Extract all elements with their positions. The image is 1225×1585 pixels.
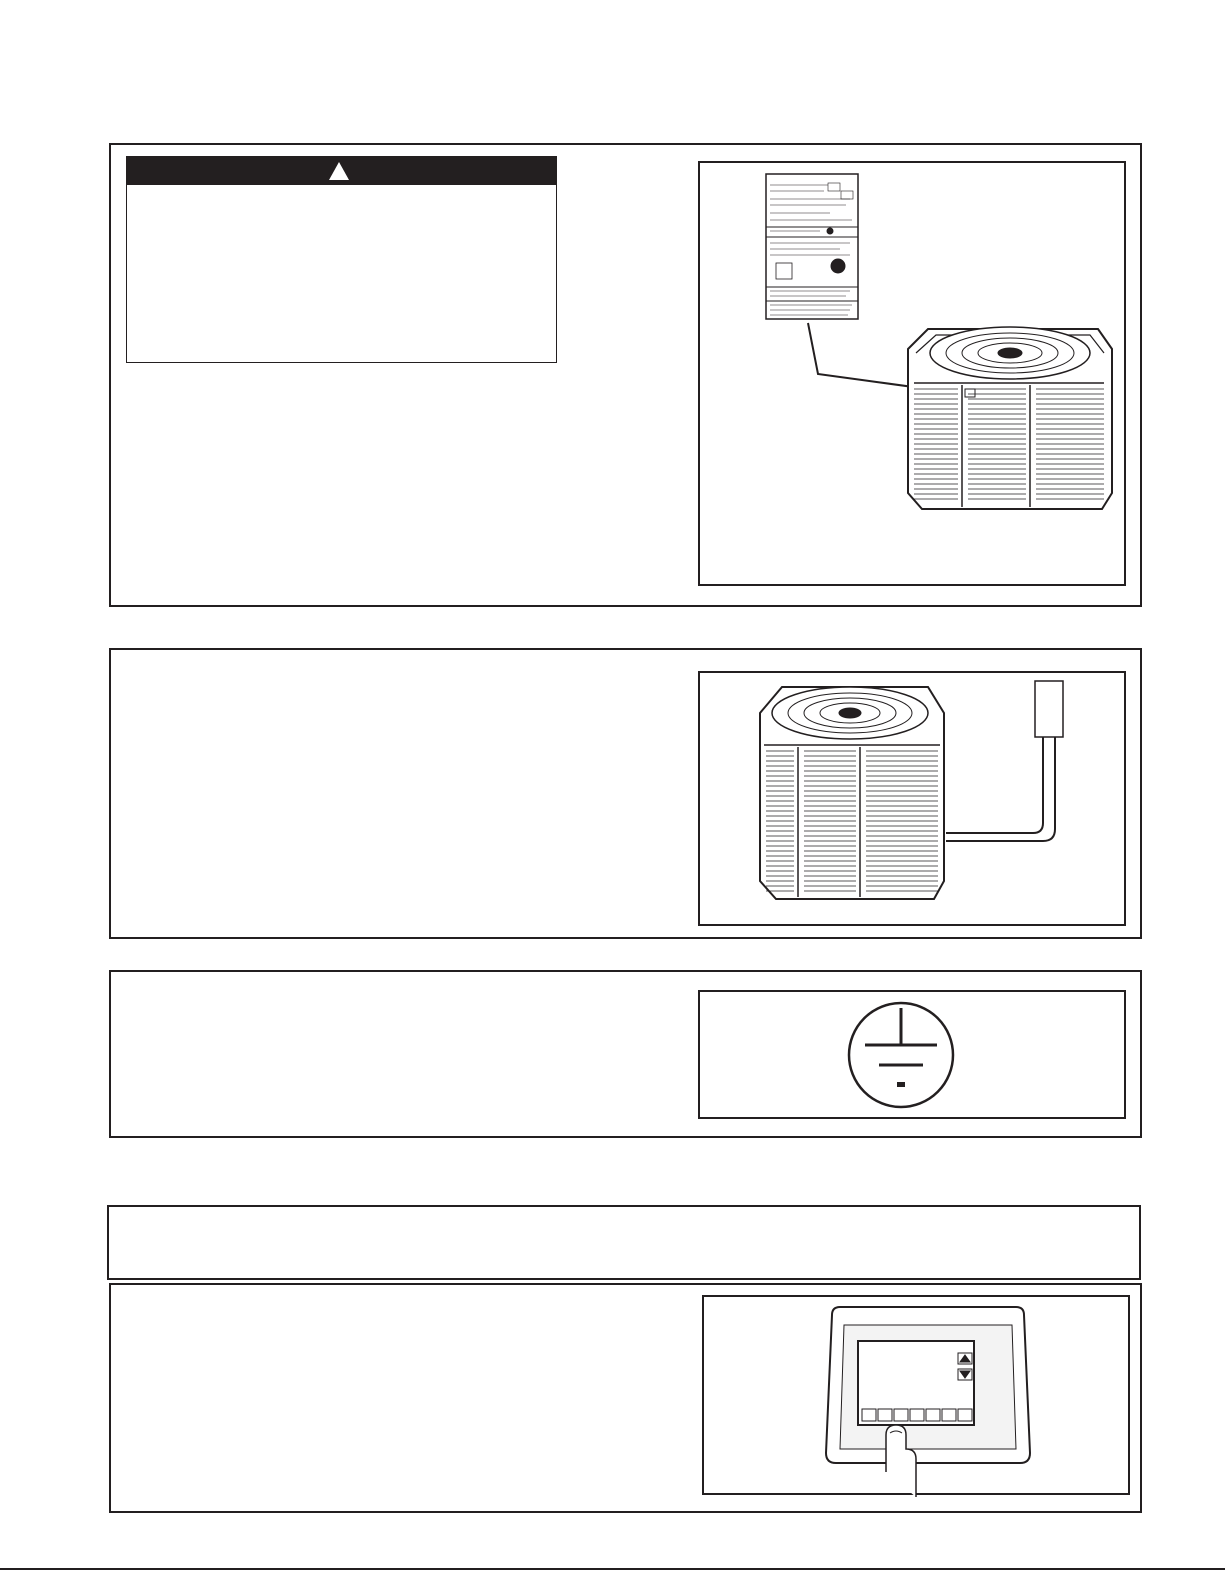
thermostat-illustration bbox=[704, 1297, 1132, 1497]
warning-header bbox=[127, 157, 556, 185]
disconnect-illustration bbox=[700, 673, 1128, 928]
ground-symbol-icon bbox=[700, 992, 1128, 1121]
section-ground bbox=[109, 970, 1142, 1138]
soft-key-button bbox=[958, 1409, 972, 1421]
warning-triangle-icon bbox=[328, 161, 350, 181]
condenser-unit bbox=[908, 327, 1112, 509]
figure-disconnect bbox=[698, 671, 1126, 926]
soft-key-button bbox=[910, 1409, 924, 1421]
soft-key-button bbox=[878, 1409, 892, 1421]
disconnect-box bbox=[946, 681, 1063, 841]
soft-key-button bbox=[942, 1409, 956, 1421]
warning-box bbox=[126, 156, 557, 363]
up-arrow-button bbox=[958, 1353, 972, 1364]
figure-rating-plate bbox=[698, 161, 1126, 586]
figure-ground bbox=[698, 990, 1126, 1119]
soft-key-button bbox=[894, 1409, 908, 1421]
soft-keys bbox=[862, 1409, 972, 1421]
figure-thermostat bbox=[702, 1295, 1130, 1495]
soft-key-button bbox=[862, 1409, 876, 1421]
rating-plate-illustration bbox=[700, 163, 1128, 588]
footer-rule bbox=[0, 1568, 1225, 1570]
section-rating-plate bbox=[109, 143, 1142, 607]
section-disconnect bbox=[109, 648, 1142, 939]
section-thermostat bbox=[109, 1283, 1142, 1513]
soft-key-button bbox=[926, 1409, 940, 1421]
down-arrow-button bbox=[958, 1369, 972, 1380]
condenser-unit bbox=[760, 687, 944, 899]
section-note bbox=[107, 1205, 1141, 1280]
rating-plate-label bbox=[766, 174, 858, 319]
